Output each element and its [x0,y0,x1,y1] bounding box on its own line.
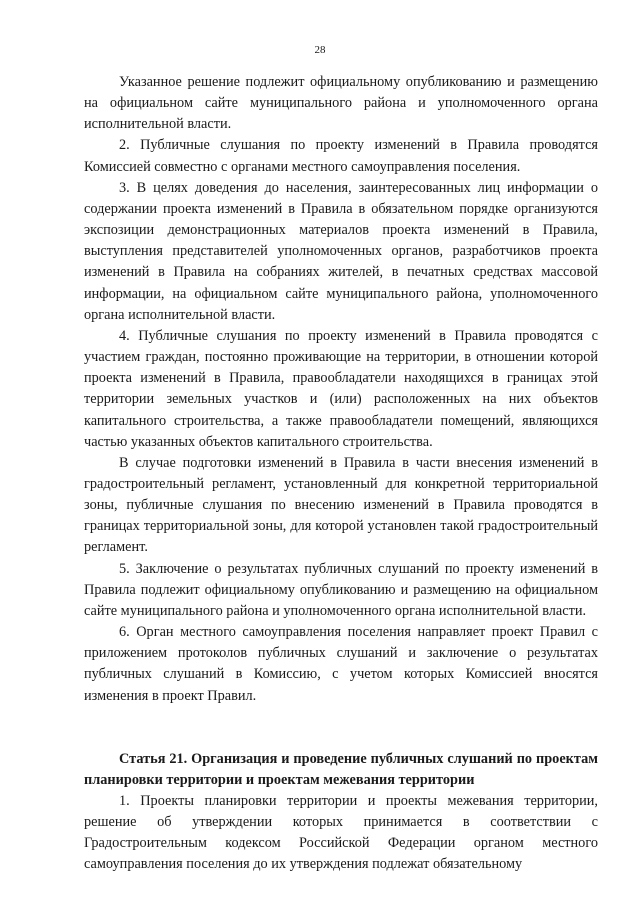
article-21-paragraph-1: 1. Проекты планировки территории и проекты межевания территории, решение об утверждении которых принимается в соответствии с Градостроительным кодексом Российской Федерации органом местного самоуправления поселения до их утверждения подлежат обязательному [84,793,598,873]
paragraph-5-conclusion: 5. Заключение о результатах публичных слушаний по проекту изменений в Правила подлежит официальному опубликованию и размещению на официальном сайте муниципального района и уполномоченного органа исполнительной власти. [84,560,598,619]
paragraph-2-hearings-commission: 2. Публичные слушания по проекту изменений в Правила проводятся Комиссией совместно с органами местного самоуправления поселения. [84,137,598,175]
article-21-heading: Статья 21. Организация и проведение публичных слушаний по проектам планировки территории и проектам межевания территории [84,750,598,788]
section-spacer [84,707,598,749]
paragraph-publication-decision: Указанное решение подлежит официальному опубликованию и размещению на официальном сайте муниципального района и уполномоченного органа исполнительной власти. [84,74,598,133]
document-body [84,72,598,876]
paragraph-3-information: 3. В целях доведения до населения, заинтересованных лиц информации о содержании проекта изменений в Правила в обязательном порядке организуются экспозиции демонстрационных материалов проекта изменений в Правила, выступления представителей уполномоченных органов, разработчиков проекта изменений в Правила на собраниях жителей, в печатных средствах массовой информации, на официальном сайте муниципального района, уполномоченного органа исполнительной власти. [84,179,598,323]
page-number: 28 [314,44,326,56]
paragraph-zone-regulation: В случае подготовки изменений в Правила в части внесения изменений в градостроительный регламент, установленный для конкретной территориальной зоны, публичные слушания по внесению изменений в Правила проводятся в границах территориальной зоны, для которой установлен такой градостроительный регламент. [84,454,598,556]
paragraph-6-submission: 6. Орган местного самоуправления поселения направляет проект Правил с приложением протоколов публичных слушаний и заключение о результатах публичных слушаний в Комиссию, с учетом которых Комиссией вносятся изменения в проект Правил. [84,624,598,704]
paragraph-4-participants: 4. Публичные слушания по проекту изменений в Правила проводятся с участием граждан, постоянно проживающие на территории, в отношении которой проекта изменений в Правила, правообладатели находящихся в границах этой территории земельных участков и (или) расположенных на них объектов капитального строительства, а также правообладатели помещений, являющихся частью указанных объектов капитального строительства. [84,327,598,450]
